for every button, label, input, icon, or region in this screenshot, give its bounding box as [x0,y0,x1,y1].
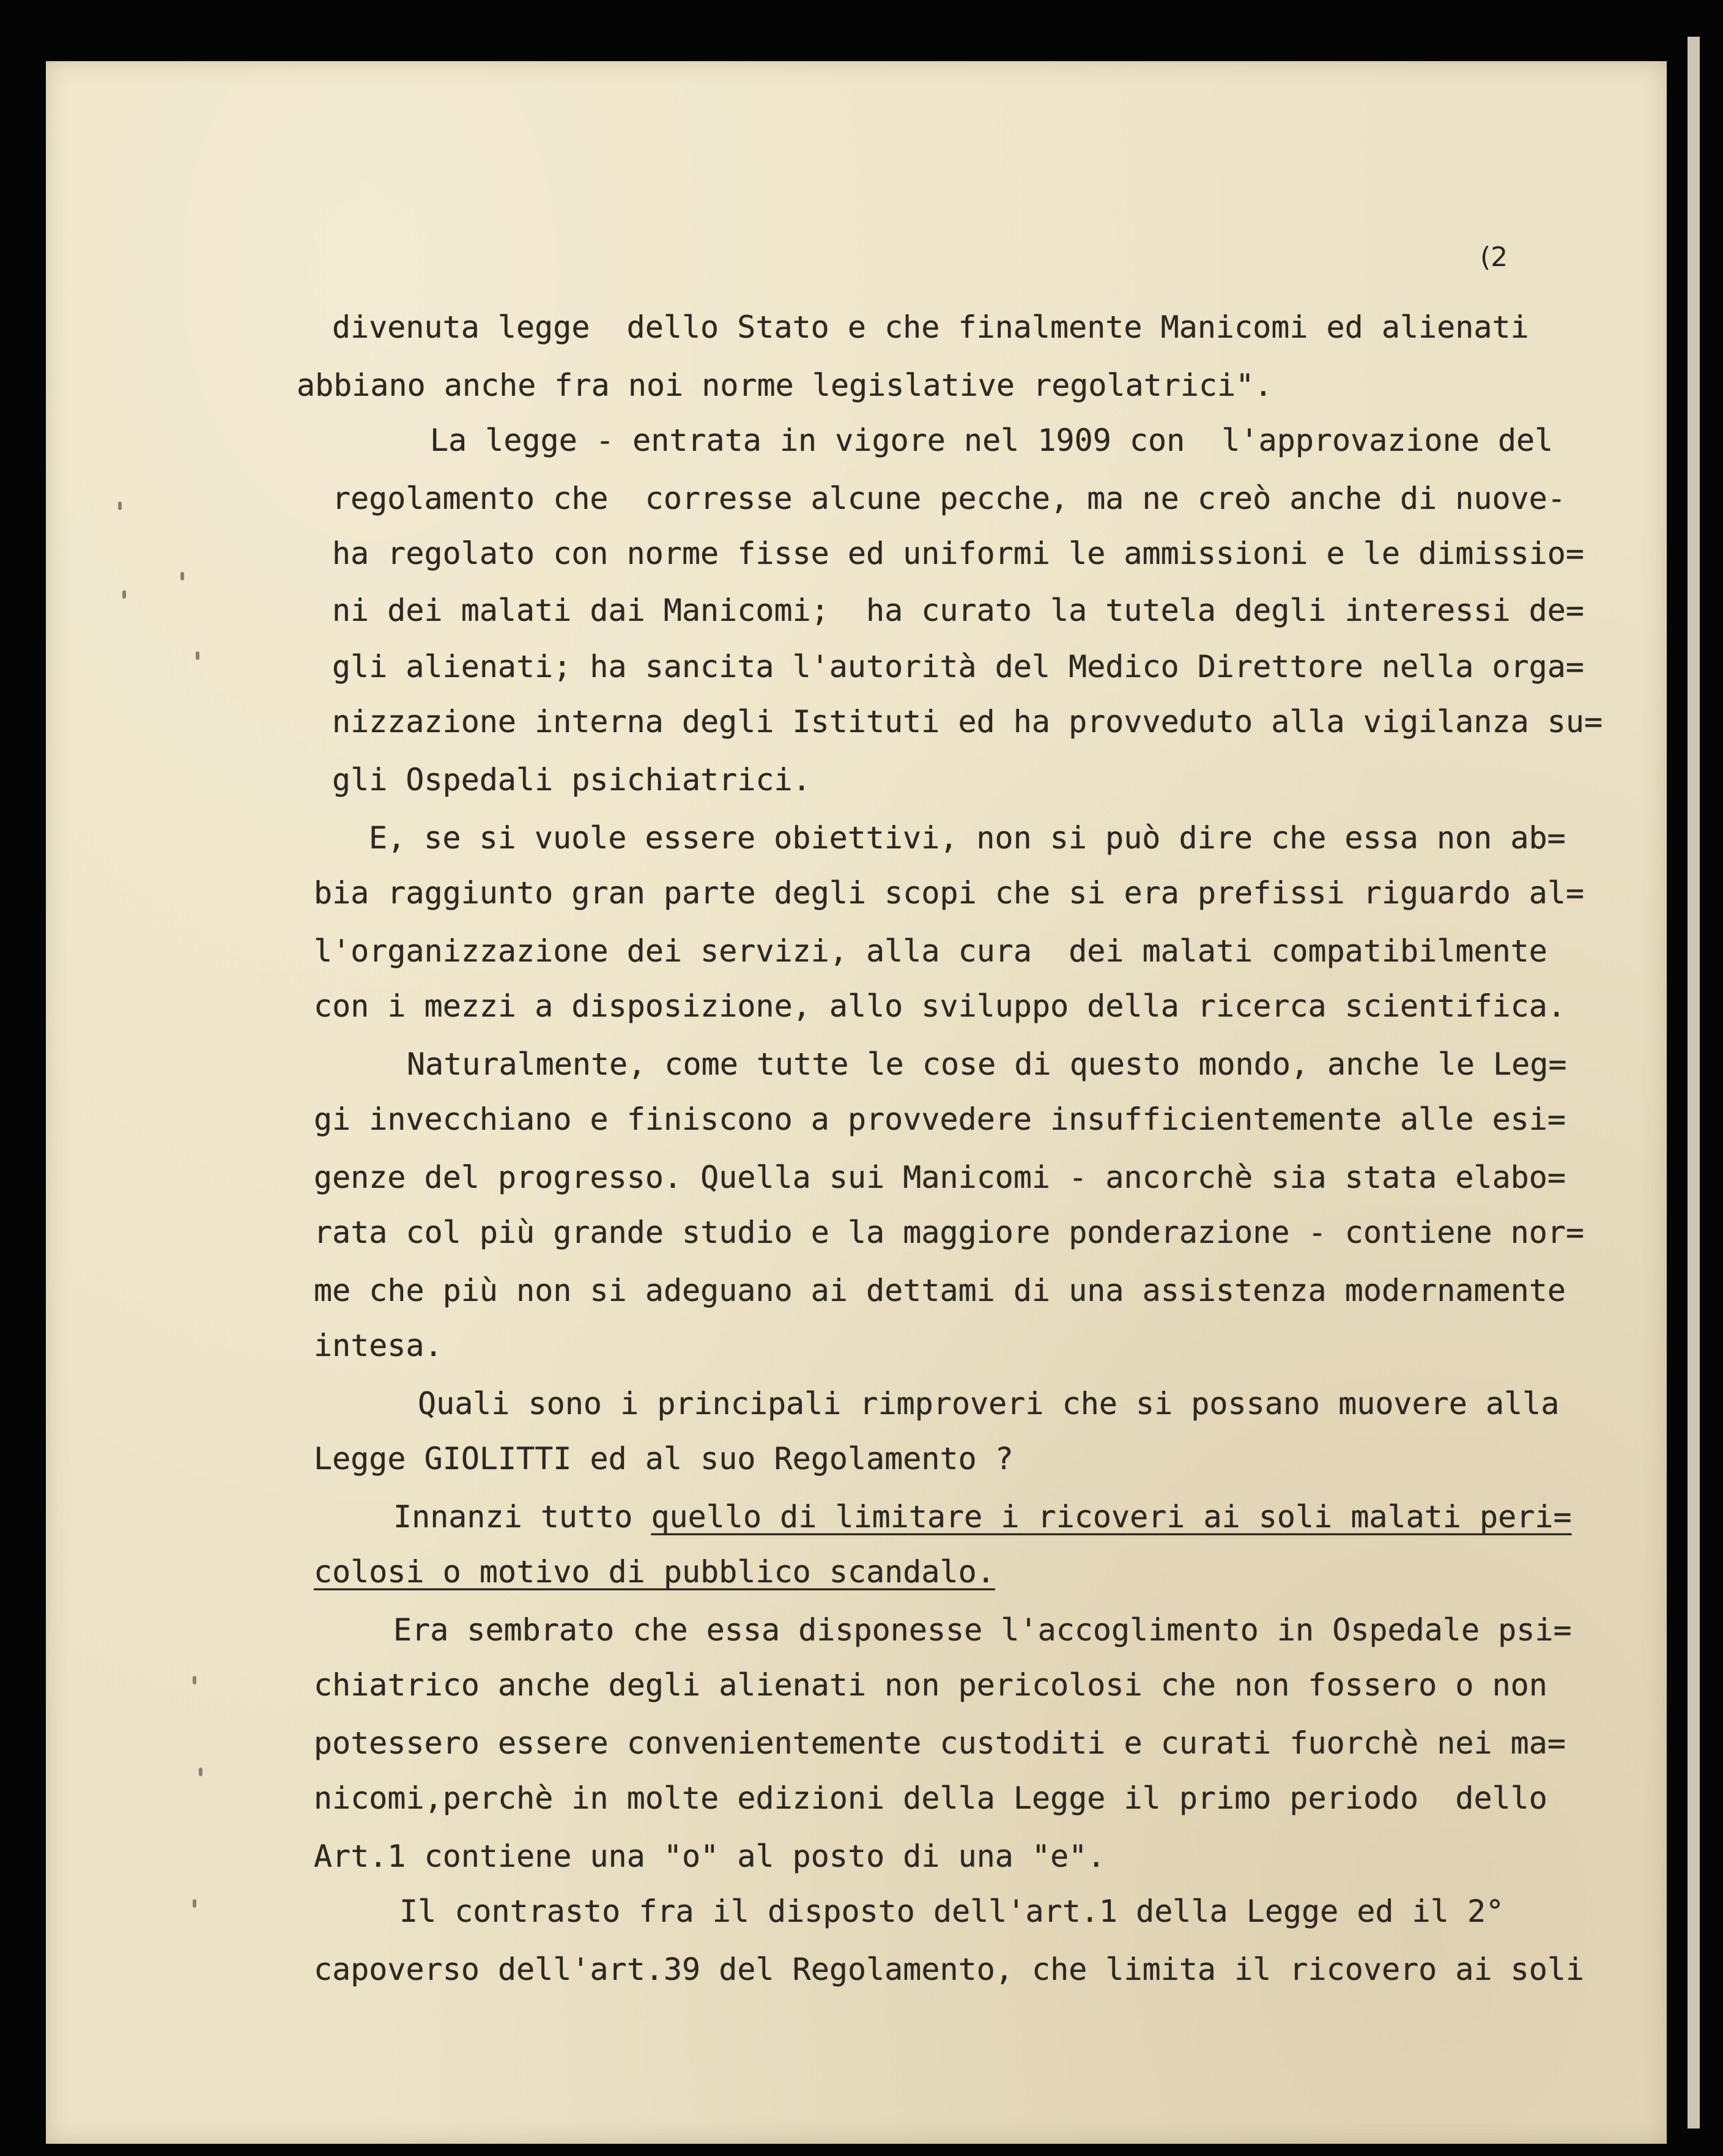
punch-mark [196,651,199,660]
text-line: intesa. [314,1328,443,1363]
page-number: (2 [1480,242,1508,273]
text-line: abbiano anche fra noi norme legislative regolatrici". [297,368,1273,403]
punch-mark [199,1768,202,1776]
text-segment: Innanzi tutto [393,1499,651,1535]
text-line: con i mezzi a disposizione, allo sviluppo della ricerca scientifica. [314,988,1566,1024]
text-line: Era sembrato che essa disponesse l'accoglimento in Ospedale psi= [393,1612,1572,1648]
text-line: me che più non si adeguano ai dettami di una assistenza modernamente [314,1273,1566,1308]
paper-sheet [46,61,1667,2144]
text-line: capoverso dell'art.39 del Regolamento, che limita il ricovero ai soli [314,1952,1585,1987]
text-line: ha regolato con norme fisse ed uniformi le ammissioni e le dimissio= [332,536,1584,571]
text-line: Naturalmente, come tutte le cose di questo mondo, anche le Leg= [407,1047,1567,1082]
text-line: bia raggiunto gran parte degli scopi che si era prefissi riguardo al= [314,875,1585,911]
underlined-text-line: colosi o motivo di pubblico scandalo. [314,1554,995,1590]
text-line: gli alienati; ha sancita l'autorità del Medico Direttore nella orga= [332,649,1584,684]
text-line: ni dei malati dai Manicomi; ha curato la tutela degli interessi de= [332,593,1584,628]
underlined-text: quello di limitare i ricoveri ai soli malati peri= [651,1499,1572,1535]
text-line: E, se si vuole essere obiettivi, non si può dire che essa non ab= [369,820,1566,856]
text-line: gi invecchiano e finiscono a provvedere insufficientemente alle esi= [314,1102,1566,1137]
text-line: Il contrasto fra il disposto dell'art.1 della Legge ed il 2° [399,1894,1505,1929]
text-line: La legge - entrata in vigore nel 1909 con l'approvazione del [430,423,1554,458]
punch-mark [180,572,184,580]
text-line: gli Ospedali psichiatrici. [332,762,811,798]
text-line: regolamento che corresse alcune pecche, ma ne creò anche di nuove- [332,481,1566,516]
text-line: potessero essere convenientemente custoditi e curati fuorchè nei ma= [314,1725,1566,1761]
punch-mark [193,1899,196,1908]
text-line: Quali sono i principali rimproveri che si possano muovere alla [418,1386,1560,1421]
text-line: nicomi,perchè in molte edizioni della Legge il primo periodo dello [314,1780,1547,1816]
text-line: divenuta legge dello Stato e che finalmente Manicomi ed alienati [332,309,1529,345]
text-line [393,1498,1572,1535]
punch-mark [118,502,122,510]
text-line: rata col più grande studio e la maggiore ponderazione - contiene nor= [314,1215,1585,1250]
text-line: Legge GIOLITTI ed al suo Regolamento ? [314,1441,1013,1476]
text-line: nizzazione interna degli Istituti ed ha provveduto alla vigilanza su= [332,704,1603,739]
text-line: Art.1 contiene una "o" al posto di una "e". [314,1839,1106,1874]
text-line: chiatrico anche degli alienati non pericolosi che non fossero o non [314,1667,1547,1703]
page-edge-strip [1688,37,1700,2128]
text-line: l'organizzazione dei servizi, alla cura dei malati compatibilmente [314,933,1547,969]
punch-mark [122,590,126,599]
text-line: genze del progresso. Quella sui Manicomi - ancorchè sia stata elabo= [314,1160,1566,1195]
punch-mark [193,1676,196,1684]
